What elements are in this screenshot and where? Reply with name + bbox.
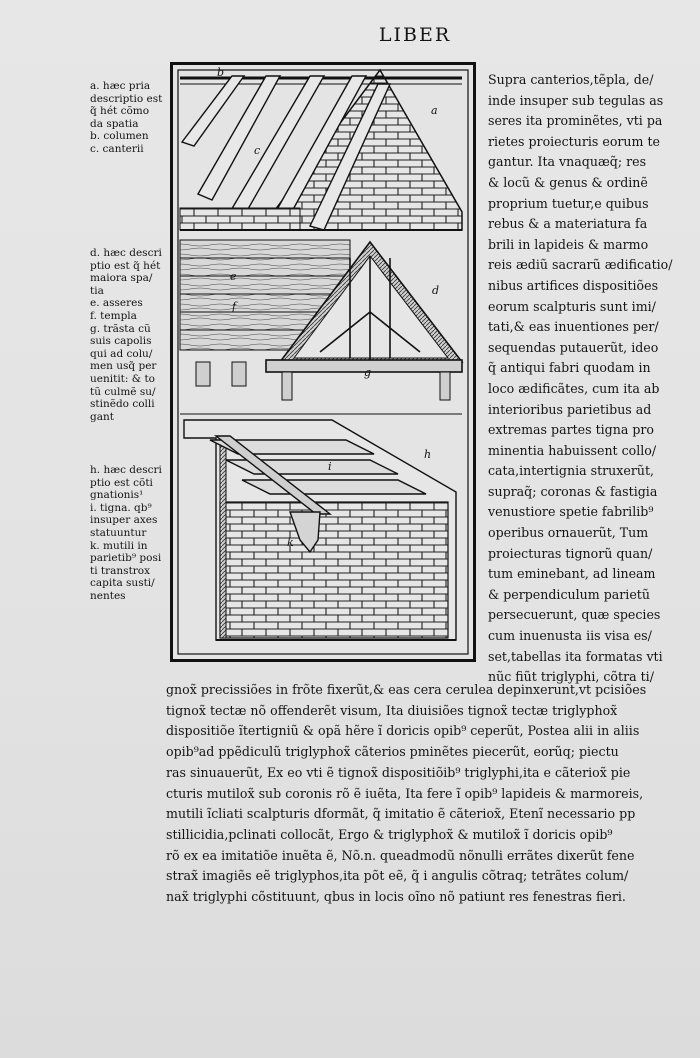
figure-label-f: f [232,300,237,313]
text-line: opib⁹ad ppẽdiculũ triglyphox̃ cãterios pminẽtes piecerũt, eorũq; piectu [166,744,619,760]
margin-line: k. mutili in [90,539,148,552]
figure-label-e: e [230,270,237,283]
text-line: proprium tuetur,e quibus [488,195,649,211]
figure-label-g: g [364,366,372,379]
margin-line: e. asseres [90,297,143,310]
margin-line: ptio est cõti [90,476,153,489]
figure-label-a: a [431,104,438,117]
text-line: ras sinuauerũt, Ex eo vti ẽ tignox̃ dispositiõib⁹ triglyphi,ita e cãteriox̃ pie [166,764,631,780]
figure-label-c: c [254,144,261,157]
figure-label-d: d [432,284,440,297]
text-line: gantur. Ita vnaquæq̃; res [488,154,647,170]
margin-line: statuuntur [90,526,147,539]
text-line: venustiore spetie fabrilib⁹ [488,504,654,520]
text-line: sequendas putauerũt, ideo [488,339,659,355]
side-text-column [488,70,673,688]
text-line: dispositiõe ĩtertigniũ & opã hẽre ĩ doricis opib⁹ ceperũt, Postea alii in aliis [166,723,640,739]
margin-line: ti transtrox [90,564,151,577]
margin-line: f. templa [90,309,137,322]
margin-line: capita susti/ [90,577,155,590]
text-line: interioribus parietibus ad [488,401,652,417]
text-line: tum eminebant, ad lineam [488,566,656,582]
text-line: & perpendiculum parietũ [488,586,650,602]
text-line: extremas partes tigna pro [488,422,655,438]
margin-line: ptio est q̃ hét [90,259,161,272]
margin-line: c. canterii [90,142,144,155]
margin-line: b. columen [90,130,149,143]
text-line: Supra canterios,tẽpla, de/ [488,72,654,87]
margin-line: uenitit: & to [90,372,155,385]
text-line: eorum scalpturis sunt imi/ [488,298,656,314]
text-line: minentia habuissent collo/ [488,442,657,458]
text-line: rietes proiecturis eorum te [488,133,660,149]
margin-line: stinẽdo colli [90,398,155,411]
margin-line: da spatia [90,117,139,130]
margin-line: gnationis¹ [90,489,144,502]
text-line: nax̃ triglyphi cõstituunt, qbus in locis oĩno nõ patiunt res fenestras fieri. [166,889,626,905]
text-line: mutili ĩcliati scalpturis dformãt, q̃ imitatio ẽ cãteriox̃, Etenĩ necessario pp [166,806,636,822]
margin-line: a. hæc pria [90,80,151,92]
text-line: proiecturas tignorũ quan/ [488,545,653,561]
text-line: seres ita prominẽtes, vti pa [488,113,663,129]
text-line: rebus & a materiatura fa [488,216,648,232]
margin-line: insuper axes [90,514,158,527]
text-line: tignox̃ tectæ nõ offenderẽt visum, Ita diuisiões tignox̃ tectæ triglyphox̃ [166,702,618,718]
margin-line: h. hæc descri [90,464,162,476]
text-line: & locũ & genus & ordinẽ [488,174,648,190]
text-line: cum inuenusta iis visa es/ [488,628,652,644]
margin-note-figure-d [90,247,170,423]
margin-line: nentes [90,589,126,602]
margin-line: maiora spa/ [90,272,153,285]
margin-line: descriptio est [90,92,163,105]
figure-label-k: k [287,536,294,549]
text-line: set,tabellas ita formatas vti [488,648,663,664]
text-line: brili in lapideis & marmo [488,236,649,252]
text-line: q̃ antiqui fabri quodam in [488,360,651,376]
margin-line: g. trãsta cũ [90,322,151,335]
text-line: persecuerunt, quæ species [488,607,661,623]
text-line: inde insuper sub tegulas as [488,92,664,108]
figure-label-i: i [328,460,332,473]
text-line: operibus ornauerũt, Tum [488,525,649,541]
text-line: nibus artifices dispositiões [488,277,659,293]
text-line: cata,intertignia struxerũt, [488,463,655,479]
margin-note-figure-h [90,464,170,603]
running-head: LIBER [378,24,452,46]
figure-label-b: b [217,66,225,79]
bottom-text-block [166,680,666,908]
margin-line: qui ad colu/ [90,347,153,360]
woodcut-drawing [170,62,476,662]
text-line: reis ædiũ sacrarũ ædificatio/ [488,257,673,273]
text-line: tati,& eas inuentiones per/ [488,319,659,335]
text-line: loco ædificãtes, cum ita ab [488,380,660,396]
margin-note-figure-a [90,80,170,156]
text-line: cturis mutilox̃ sub coronis rõ ẽ iuẽta, Ita fere ĩ opib⁹ lapideis & marmoreis, [166,785,644,801]
text-line: supraq̃; coronas & fastigia [488,483,658,499]
margin-line: suis capolis [90,335,152,348]
margin-line: parietib⁹ posi [90,552,162,565]
figure-label-h: h [424,448,432,461]
margin-line: d. hæc descri [90,247,162,259]
text-line: strax̃ imagiẽs eẽ triglyphos,ita põt eẽ, q̃ i angulis cõtraq; tetrãtes colum/ [166,868,629,884]
text-line: rõ ex ea imitatiõe inuẽta ẽ, Nõ.n. queadmodũ nõnulli errãtes dixerũt fene [166,847,635,863]
text-line: stillicidia,pclinati collocãt, Ergo & triglyphox̃ & mutilox̃ ĩ doricis opib⁹ [166,826,613,842]
margin-line: gant [90,410,114,423]
margin-line: q̃ hét cõmo [90,105,150,118]
margin-line: tia [90,284,104,297]
margin-line: men usq̃ per [90,360,157,373]
text-line: gnox̃ precissiões in frõte fixerũt,& eas cera cerulea depinxerunt,vt pcisiões [166,682,647,697]
woodcut-figure [170,62,476,662]
margin-line: tũ culmẽ su/ [90,385,156,398]
margin-line: i. tigna. qb⁹ [90,501,152,514]
text-line: nũc fiũt triglyphi, cõtra ti/ [488,669,654,685]
